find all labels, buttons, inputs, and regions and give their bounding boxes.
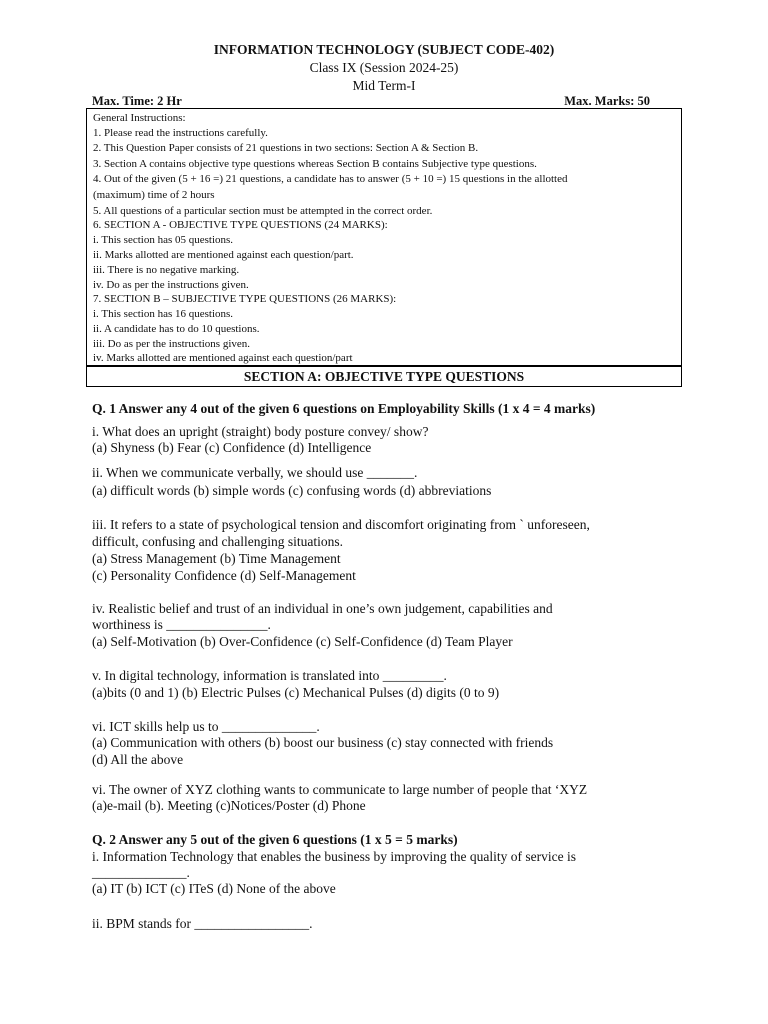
question-line: difficult, confusing and challenging situations. — [92, 534, 343, 549]
instruction-line: iii. There is no negative marking. — [93, 264, 240, 276]
question-line: i. What does an upright (straight) body posture convey/ show? — [92, 424, 429, 439]
q2-heading: Q. 2 Answer any 5 out of the given 6 questions (1 x 5 = 5 marks) — [92, 832, 458, 847]
instruction-line: 3. Section A contains objective type questions whereas Section B contains Subjective type questions. — [93, 158, 537, 170]
instruction-line: 4. Out of the given (5 + 16 =) 21 questions, a candidate has to answer (5 + 10 =) 15 questions in the allotted — [93, 173, 568, 185]
class-session: Class IX (Session 2024-25) — [309, 60, 459, 75]
question-line: (a) Self-Motivation (b) Over-Confidence (c) Self-Confidence (d) Team Player — [92, 634, 513, 649]
instruction-line: General Instructions: — [93, 112, 186, 124]
instruction-line: 1. Please read the instructions carefully. — [93, 127, 268, 139]
instruction-line: ii. Marks allotted are mentioned against each question/part. — [93, 249, 354, 261]
instruction-line: i. This section has 16 questions. — [93, 308, 234, 320]
question-line: (d) All the above — [92, 752, 184, 767]
q1-heading: Q. 1 Answer any 4 out of the given 6 questions on Employability Skills (1 x 4 = 4 marks) — [92, 401, 596, 416]
max-marks: Max. Marks: 50 — [564, 94, 650, 108]
paper-title: INFORMATION TECHNOLOGY (SUBJECT CODE-402) — [213, 42, 555, 57]
instruction-line: i. This section has 05 questions. — [93, 234, 234, 246]
question-line: (a) IT (b) ICT (c) ITeS (d) None of the above — [92, 881, 336, 896]
question-line: worthiness is _______________. — [92, 617, 271, 632]
question-line: (a) Stress Management (b) Time Management — [92, 551, 341, 566]
instruction-line: 5. All questions of a particular section must be attempted in the correct order. — [93, 205, 433, 217]
question-line: vi. The owner of XYZ clothing wants to communicate to large number of people that ‘XYZ — [92, 782, 588, 797]
exam-name: Mid Term-I — [352, 78, 416, 93]
question-line: (c) Personality Confidence (d) Self-Management — [92, 568, 356, 583]
instruction-line: ii. A candidate has to do 10 questions. — [93, 323, 260, 335]
question-line: iii. It refers to a state of psychological tension and discomfort originating from ` unforeseen, — [92, 517, 590, 532]
instruction-line: 7. SECTION B – SUBJECTIVE TYPE QUESTIONS (26 MARKS): — [93, 293, 397, 305]
question-line: (a)bits (0 and 1) (b) Electric Pulses (c) Mechanical Pulses (d) digits (0 to 9) — [92, 685, 500, 700]
instruction-line: iv. Marks allotted are mentioned against each question/part — [93, 352, 353, 364]
instruction-line: iv. Do as per the instructions given. — [93, 279, 249, 291]
question-line: ii. BPM stands for _________________. — [92, 916, 313, 931]
question-line: (a) difficult words (b) simple words (c) confusing words (d) abbreviations — [92, 483, 492, 498]
instruction-line: 2. This Question Paper consists of 21 questions in two sections: Section A & Section B. — [93, 142, 479, 154]
question-line: ii. When we communicate verbally, we should use _______. — [92, 465, 418, 480]
question-line: (a)e-mail (b). Meeting (c)Notices/Poster (d) Phone — [92, 798, 366, 813]
max-time: Max. Time: 2 Hr — [92, 94, 182, 108]
instruction-line: 6. SECTION A - OBJECTIVE TYPE QUESTIONS (24 MARKS): — [93, 219, 388, 231]
general-instructions-box — [86, 108, 682, 366]
question-line: i. Information Technology that enables the business by improving the quality of service is — [92, 849, 576, 864]
instruction-line: iii. Do as per the instructions given. — [93, 338, 251, 350]
question-line: ______________. — [92, 865, 190, 880]
question-line: iv. Realistic belief and trust of an individual in one’s own judgement, capabilities and — [92, 601, 553, 616]
question-line: v. In digital technology, information is translated into _________. — [92, 668, 447, 683]
section-a-heading: SECTION A: OBJECTIVE TYPE QUESTIONS — [86, 366, 682, 387]
question-line: (a) Communication with others (b) boost our business (c) stay connected with friends — [92, 735, 554, 750]
instruction-line: (maximum) time of 2 hours — [93, 189, 215, 201]
question-line: (a) Shyness (b) Fear (c) Confidence (d) Intelligence — [92, 440, 372, 455]
question-line: vi. ICT skills help us to ______________. — [92, 719, 320, 734]
